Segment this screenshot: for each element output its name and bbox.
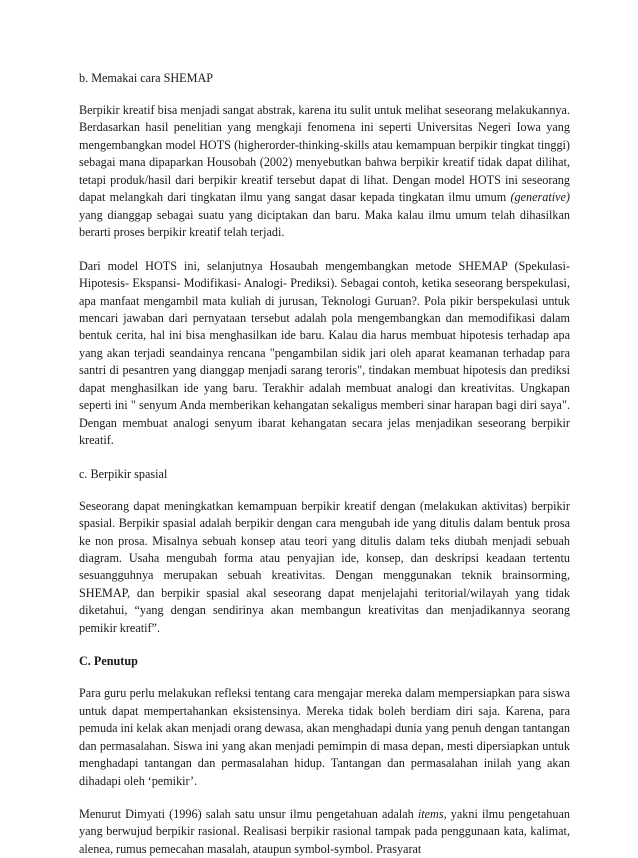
paragraph-hots xyxy=(79,102,570,242)
paragraph-hots-italic: (generative) xyxy=(510,190,570,205)
paragraph-hots-text-1: Berpikir kreatif bisa menjadi sangat abstrak, karena itu sulit untuk melihat seseorang melakukannya. Berdasarkan hasil penelitian yang mengkaji fenomena ini seperti Universitas Negeri Iowa yang mengembangkan model HOTS (higherorder-thinking-skills atau kemampuan berpikir tingkat tinggi) sebagai mana dipaparkan Housobah (2002) menyebutkan bahwa berpikir kreatif tidak dapat dilihat, tetapi produk/hasil dari berpikir kreatif tersebut dapat di lihat. Dengan model HOTS ini seseorang dapat melangkah dari tingkatan ilmu yang sangat dasar kepada tingkatan ilmu umum xyxy=(79,103,570,205)
paragraph-penutup: Para guru perlu melakukan refleksi tentang cara mengajar mereka dalam mempersiapkan para siswa untuk dapat mempertahankan eksistensinya. Mereka tidak boleh berdiam diri saja. Karena, para pemuda ini kelak akan menjadi orang dewasa, akan menghadapi dunia yang penuh dengan tantangan dan permasalahan. Siswa ini yang akan menjadi pemimpin di masa depan, mesti dipersiapkan untuk menghadapi tantangan dan permasalahan hidup. Tantangan dan permasalahan inilah yang akan dihadapi oleh ‘pemikir’. xyxy=(79,686,570,788)
paragraph-dimyati-italic: items, xyxy=(417,806,447,821)
paragraph-dimyati-text-2: yakni ilmu pengetahuan yang berwujud berpikir rasional. Realisasi berpikir rasional tampak pada penggunaan kata, kalimat, alenea, rumus pemecahan masalah, ataupun symbol-symbol. Prasyarat xyxy=(79,806,570,856)
paragraph-spasial: Seseorang dapat meningkatkan kemampuan berpikir kreatif dengan (melakukan aktivitas) berpikir spasial. Berpikir spasial adalah berpikir dengan cara mengubah ide yang ditulis dalam bentuk prosa ke non prosa. Misalnya sebuah konsep atau teori yang ditulis dalam teks diubah menjadi sebuah diagram. Usaha mengubah forma atau penyajian ide, konsep, dan deskripsi keadaan tertentu sesuangguhnya merupakan sebuah kreativitas. Dengan menggunakan teknik brainsorming, SHEMAP, dan berpikir spasial akal seseorang dapat menjelajahi teritorial/wilayah yang tidak diketahui, “yang dengan sendirinya akan membangun kreativitas dan menjadikannya seorang pemikir kreatif”. xyxy=(79,498,570,635)
paragraph-dimyati xyxy=(79,806,570,858)
section-heading-penutup: C. Penutup xyxy=(79,654,138,669)
paragraph-hots-text-2: yang dianggap sebagai suatu yang diciptakan dan baru. Maka kalau ilmu umum telah dihasilkan berarti proses berpikir kreatif telah terjadi. xyxy=(79,207,570,240)
paragraph-dimyati-text-1: Menurut Dimyati (1996) salah satu unsur ilmu pengetahuan adalah xyxy=(79,806,418,821)
section-heading-c: c. Berpikir spasial xyxy=(79,466,168,481)
paragraph-shemap: Dari model HOTS ini, selanjutnya Hosaubah mengembangkan metode SHEMAP (Spekulasi-Hipotesis- Ekspansi- Modifikasi- Analogi- Prediksi). Sebagai contoh, ketika seseorang berspekulasi, apa manfaat mengambil mata kuliah di jurusan, Teknologi Guruan?. Pola pikir berspekulasi untuk mencari jawaban dari pernyataan tersebut adalah pola mengembangkan dan memodifikasi dalam bentuk cerita, hal ini bisa menghasilkan ide baru. Kalau dia harus membuat hipotesis terhadap apa yang akan terjadi seandainya rencana "pengambilan sidik jari oleh aparat keamanan terhadap para santri di pesantren yang dianggap menjadi sarang teroris", tindakan membuat hipotesis dan prediksi dapat menghasilkan ide yang baru. Terakhir adalah membuat analogi dan kreativitas. Ungkapan seperti ini " senyum Anda memberikan kehangatan sekaligus memberi sinar harapan bagi diri saya". Dengan membuat analogi senyum ibarat kehangatan secara jelas menjadikan seseorang berpikir kreatif. xyxy=(79,258,570,448)
section-heading-b: b. Memakai cara SHEMAP xyxy=(79,71,214,85)
